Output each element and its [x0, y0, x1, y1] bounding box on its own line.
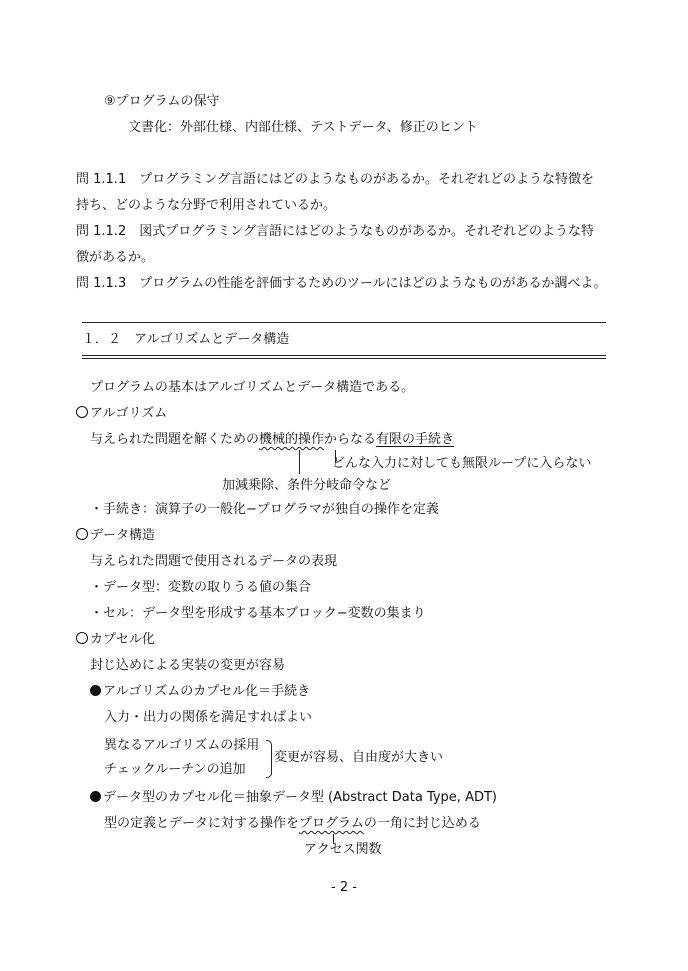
algo-def-pre: 与えられた問題を解くための — [90, 432, 260, 447]
item9-heading: ⑨プログラムの保守 — [104, 94, 220, 109]
adt-title-text: データ型のカプセル化＝抽象データ型 (Abstract Data Type, ADT) — [103, 790, 497, 805]
brace-note: 変更が容易、自由度が大きい — [274, 750, 444, 765]
encap-definition: 封じ込めによる実装の変更が容易 — [90, 658, 286, 673]
algo-note-mechanical: 加減乗除、条件分岐命令など — [222, 478, 392, 493]
open-circle-icon — [76, 528, 88, 540]
question-1-1-1-line2: 持ち、どのような分野で利用されているか。 — [76, 198, 337, 213]
page-number: - 2 - — [331, 880, 357, 895]
section-heading: １．２ アルゴリズムとデータ構造 — [82, 332, 290, 347]
question-1-1-2-line1: 問 1.1.2 図式プログラミング言語にはどのようなものがあるか。それぞれどのような特 — [76, 224, 594, 239]
ds-cell: ・セル：データ型を形成する基本ブロック−変数の集まり — [90, 606, 426, 621]
filled-circle-icon — [90, 685, 101, 696]
curly-brace — [266, 740, 272, 778]
adt-title — [90, 790, 497, 806]
algo-title — [76, 406, 167, 422]
adt-def-program: プログラム — [299, 816, 364, 831]
adt-def-pre: 型の定義とデータに対する操作を — [104, 816, 300, 831]
filled-circle-icon — [90, 791, 101, 802]
procedure-definition: ・手続き：演算子の一般化−プログラマが独自の操作を定義 — [90, 502, 439, 517]
algo-note-finite: どんな入力に対しても無限ループに入らない — [332, 456, 592, 471]
open-circle-icon — [76, 632, 88, 644]
item9-detail: 文書化：外部仕様、内部仕様、テストデータ、修正のヒント — [128, 120, 478, 135]
io-relation: 入力・出力の関係を満足すればよい — [104, 710, 313, 725]
algo-encap — [90, 684, 310, 700]
encap-title — [76, 632, 155, 648]
adt-def-post: の一角に封じ込める — [363, 816, 481, 831]
ds-definition: 与えられた問題で使用されるデータの表現 — [90, 554, 338, 569]
algo-definition — [90, 432, 454, 448]
algo-def-finite: 有限の手続き — [376, 432, 455, 447]
encap-title-text: カプセル化 — [90, 632, 155, 647]
question-1-1-2-line2: 徴があるか。 — [76, 250, 155, 265]
section-top-rule — [82, 322, 606, 323]
ds-title — [76, 528, 155, 544]
open-circle-icon — [76, 406, 88, 418]
check-routine: チェックルーチンの追加 — [104, 762, 246, 777]
question-1-1-3: 問 1.1.3 プログラムの性能を評価するためのツールにはどのようなものがあるか調べよ。 — [76, 276, 607, 291]
question-1-1-1-line1: 問 1.1.1 プログラミング言語にはどのようなものがあるか。それぞれどのような特徴を — [76, 172, 594, 187]
adt-definition — [104, 816, 481, 832]
algo-title-text: アルゴリズム — [90, 406, 168, 421]
algo-def-mid: からなる — [324, 432, 377, 447]
algo-encap-text: アルゴリズムのカプセル化＝手続き — [103, 684, 311, 699]
mech-pointer-line — [299, 450, 300, 474]
different-algorithm: 異なるアルゴリズムの採用 — [104, 738, 260, 753]
lead-text: プログラムの基本はアルゴリズムとデータ構造である。 — [90, 380, 415, 395]
algo-def-mechanical: 機械的操作 — [259, 432, 325, 447]
section-bottom-rule-2 — [82, 358, 606, 359]
ds-title-text: データ構造 — [90, 528, 156, 543]
ds-data-type: ・データ型：変数の取りうる値の集合 — [90, 580, 312, 595]
adt-note-access: アクセス関数 — [304, 842, 382, 857]
section-bottom-rule-1 — [82, 355, 606, 356]
